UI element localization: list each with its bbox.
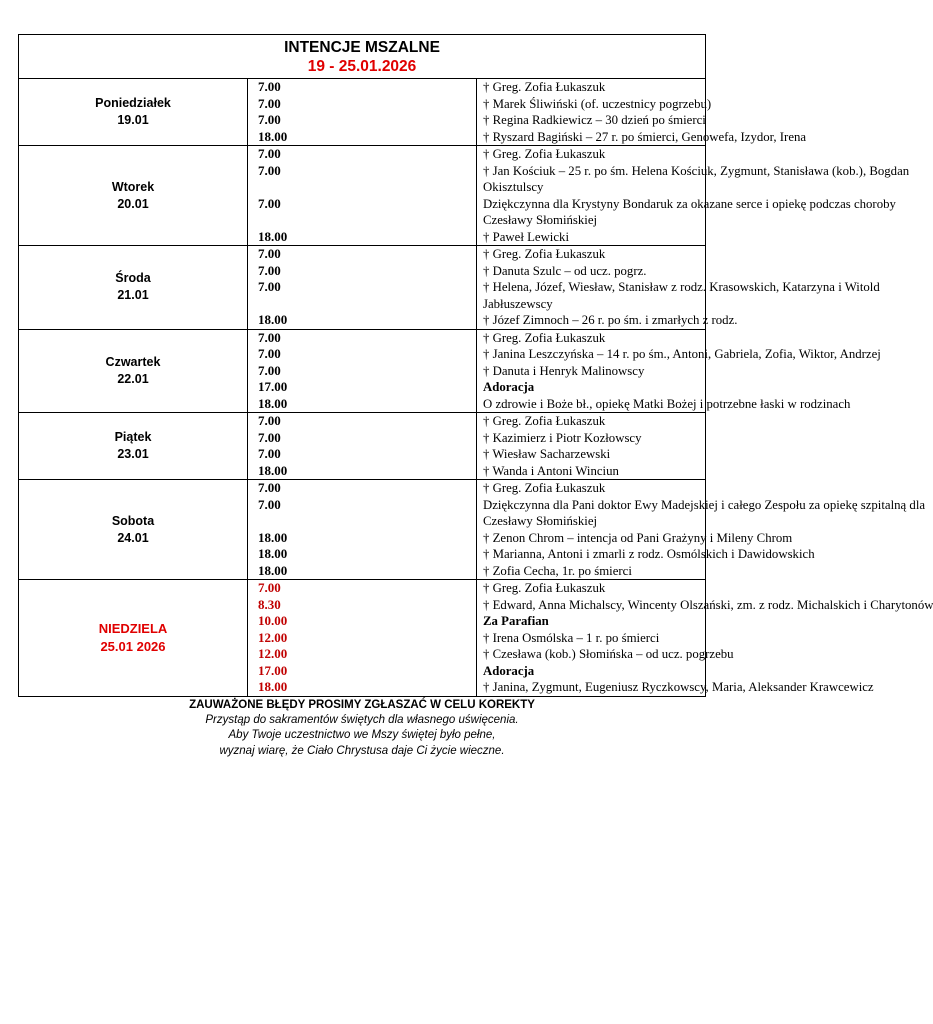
intentions-cell	[477, 413, 706, 480]
day-row	[19, 480, 706, 580]
intention-text: † Greg. Zofia Łukaszuk	[483, 330, 606, 345]
intention-text: Dziękczynna dla Krystyny Bondaruk za okazane serce i opiekę podczas choroby	[483, 196, 896, 211]
footer	[18, 698, 706, 760]
intention-text: † Jan Kościuk – 25 r. po śm. Helena Kościuk, Zygmunt, Stanisława (kob.), Bogdan	[483, 163, 910, 178]
mass-time: 7.00	[258, 262, 281, 278]
mass-time: 7.00	[258, 580, 281, 595]
mass-time: 18.00	[258, 462, 288, 478]
intention-text: † Wanda i Antoni Winciun	[483, 463, 619, 478]
mass-time: 10.00	[258, 613, 288, 628]
intention-text: Dziękczynna dla Pani doktor Ewy Madejskiej i całego Zespołu za opiekę szpitalną dla	[483, 497, 926, 512]
day-row	[19, 146, 706, 246]
intention-text: † Greg. Zofia Łukaszuk	[483, 247, 606, 261]
mass-time: 7.00	[258, 146, 281, 161]
page-title: INTENCJE MSZALNE	[284, 39, 440, 56]
times-cell	[248, 580, 477, 697]
times-cell	[248, 480, 477, 580]
times-cell	[248, 246, 477, 330]
intention-text: † Danuta Szulc – od ucz. pogrz.	[483, 263, 647, 278]
times-cell	[248, 79, 477, 146]
footer-line: Przystąp do sakramentów świętych dla własnego uświęcenia.	[205, 713, 519, 726]
mass-time: 7.00	[258, 195, 281, 211]
mass-time: 7.00	[258, 429, 281, 445]
intention-text: † Marek Śliwiński (of. uczestnicy pogrzebu)	[483, 96, 712, 111]
day-cell	[19, 413, 248, 480]
day-cell	[19, 580, 248, 697]
intention-text: † Danuta i Henryk Malinowscy	[483, 363, 645, 378]
times-cell	[248, 329, 477, 413]
mass-time: 7.00	[258, 362, 281, 378]
day-cell	[19, 146, 248, 246]
day-row	[19, 580, 706, 697]
intention-text: † Janina, Zygmunt, Eugeniusz Ryczkowscy, Maria, Aleksander Krawcewicz	[483, 680, 874, 694]
intentions-cell	[477, 580, 933, 697]
mass-time: 18.00	[258, 395, 288, 411]
intentions-sheet	[18, 34, 933, 759]
intention-text: Czesławy Słomińskiej	[483, 213, 598, 227]
mass-time: 7.00	[258, 446, 281, 461]
mass-time: 18.00	[258, 128, 288, 144]
intention-text: † Janina Leszczyńska – 14 r. po śm., Antoni, Gabriela, Zofia, Wiktor, Andrzej	[483, 347, 881, 361]
header-row	[19, 35, 706, 79]
footer-line: wyznaj wiarę, że Ciało Chrystusa daje Ci życie wieczne.	[219, 744, 505, 757]
day-date: 19.01	[117, 113, 149, 127]
intentions-cell	[477, 480, 926, 580]
day-row	[19, 79, 706, 146]
day-date: 25.01 2026	[100, 638, 166, 654]
intention-text: † Zofia Cecha, 1r. po śmierci	[483, 563, 632, 578]
intention-text: Adoracja	[483, 663, 535, 678]
day-row	[19, 246, 706, 330]
mass-time: 18.00	[258, 312, 288, 327]
intention-text: Adoracja	[483, 380, 535, 394]
intention-text: † Czesława (kob.) Słomińska – od ucz. pogrzebu	[483, 647, 734, 661]
mass-time: 7.00	[258, 112, 281, 127]
intentions-cell	[477, 329, 881, 413]
intention-text: † Greg. Zofia Łukaszuk	[483, 414, 606, 428]
mass-time	[258, 212, 476, 229]
mass-time: 7.00	[258, 246, 281, 261]
mass-time: 7.00	[258, 162, 281, 178]
mass-time: 7.00	[258, 329, 281, 345]
times-cell	[248, 413, 477, 480]
mass-time: 17.00	[258, 379, 288, 394]
day-row	[19, 329, 706, 413]
day-cell	[19, 246, 248, 330]
intention-text: † Marianna, Antoni i zmarli z rodz. Osmólskich i Dawidowskich	[483, 547, 815, 561]
mass-time: 12.00	[258, 629, 288, 645]
day-row	[19, 413, 706, 480]
day-cell	[19, 329, 248, 413]
mass-time	[258, 179, 476, 196]
intention-text: † Regina Radkiewicz – 30 dzień po śmierci	[483, 113, 706, 127]
mass-time: 18.00	[258, 679, 288, 694]
intention-text: † Helena, Józef, Wiesław, Stanisław z rodz. Krasowskich, Katarzyna i Witold	[483, 280, 880, 294]
intention-text: Jabłuszewscy	[483, 296, 553, 311]
mass-time: 7.00	[258, 480, 281, 495]
mass-time: 7.00	[258, 413, 281, 428]
intention-text: † Greg. Zofia Łukaszuk	[483, 581, 606, 595]
mass-time: 7.00	[258, 346, 281, 361]
intentions-cell	[477, 246, 880, 330]
day-name: Poniedziałek	[95, 96, 171, 110]
intention-text: † Ryszard Bagiński – 27 r. po śmierci, Genowefa, Izydor, Irena	[483, 129, 807, 144]
day-date: 20.01	[117, 196, 149, 211]
header-cell	[19, 35, 706, 79]
day-name: Wtorek	[111, 179, 155, 194]
day-date: 23.01	[117, 447, 149, 461]
intention-text: † Zenon Chrom – intencja od Pani Grażyny i Mileny Chrom	[483, 530, 793, 545]
day-date: 22.01	[117, 371, 149, 386]
mass-time: 18.00	[258, 529, 288, 545]
day-name: NIEDZIELA	[98, 620, 168, 636]
intention-text: Za Parafian	[483, 614, 549, 628]
day-cell	[19, 480, 248, 580]
intention-text: † Greg. Zofia Łukaszuk	[483, 147, 606, 161]
mass-time: 18.00	[258, 546, 288, 561]
intentions-table	[18, 34, 933, 697]
day-name: Środa	[115, 271, 151, 286]
mass-time: 18.00	[258, 562, 288, 578]
mass-time	[258, 513, 476, 530]
mass-time: 7.00	[258, 279, 281, 294]
mass-time: 7.00	[258, 496, 281, 512]
times-cell	[248, 146, 477, 246]
intention-text: † Paweł Lewicki	[483, 229, 569, 244]
mass-time: 18.00	[258, 228, 288, 244]
mass-time: 8.30	[258, 596, 281, 612]
intentions-cell	[477, 146, 910, 246]
intention-text: O zdrowie i Boże bł., opiekę Matki Bożej i potrzebne łaski w rodzinach	[483, 396, 851, 411]
mass-time: 17.00	[258, 662, 288, 678]
mass-time: 12.00	[258, 646, 288, 661]
intention-text: † Irena Osmólska – 1 r. po śmierci	[483, 630, 660, 645]
day-date: 21.01	[117, 288, 149, 303]
intention-text: † Greg. Zofia Łukaszuk	[483, 481, 606, 495]
footer-line: Aby Twoje uczestnictwo we Mszy świętej było pełne,	[228, 729, 496, 741]
intention-text: † Wiesław Sacharzewski	[483, 447, 611, 461]
intention-text: † Greg. Zofia Łukaszuk	[483, 80, 606, 94]
day-date: 24.01	[117, 530, 149, 545]
correction-notice: ZAUWAŻONE BŁĘDY PROSIMY ZGŁASZAĆ W CELU KOREKTY	[189, 698, 535, 711]
mass-time: 7.00	[258, 95, 281, 111]
day-name: Czwartek	[105, 354, 161, 369]
day-name: Sobota	[111, 513, 155, 528]
day-cell	[19, 79, 248, 146]
intention-text: Okisztulscy	[483, 180, 544, 194]
intention-text: Czesławy Słomińskiej	[483, 514, 598, 528]
mass-time: 7.00	[258, 79, 281, 94]
intention-text: † Edward, Anna Michalscy, Wincenty Olszański, zm. z rodz. Michalskich i Charytonów	[483, 597, 933, 612]
intention-text: † Kazimierz i Piotr Kozłowscy	[483, 430, 642, 445]
week-dates: 19 - 25.01.2026	[307, 58, 417, 75]
day-name: Piątek	[114, 430, 152, 444]
intention-text: † Józef Zimnoch – 26 r. po śm. i zmarłych z rodz.	[483, 313, 738, 327]
intentions-cell	[477, 79, 807, 146]
mass-time	[258, 296, 476, 313]
